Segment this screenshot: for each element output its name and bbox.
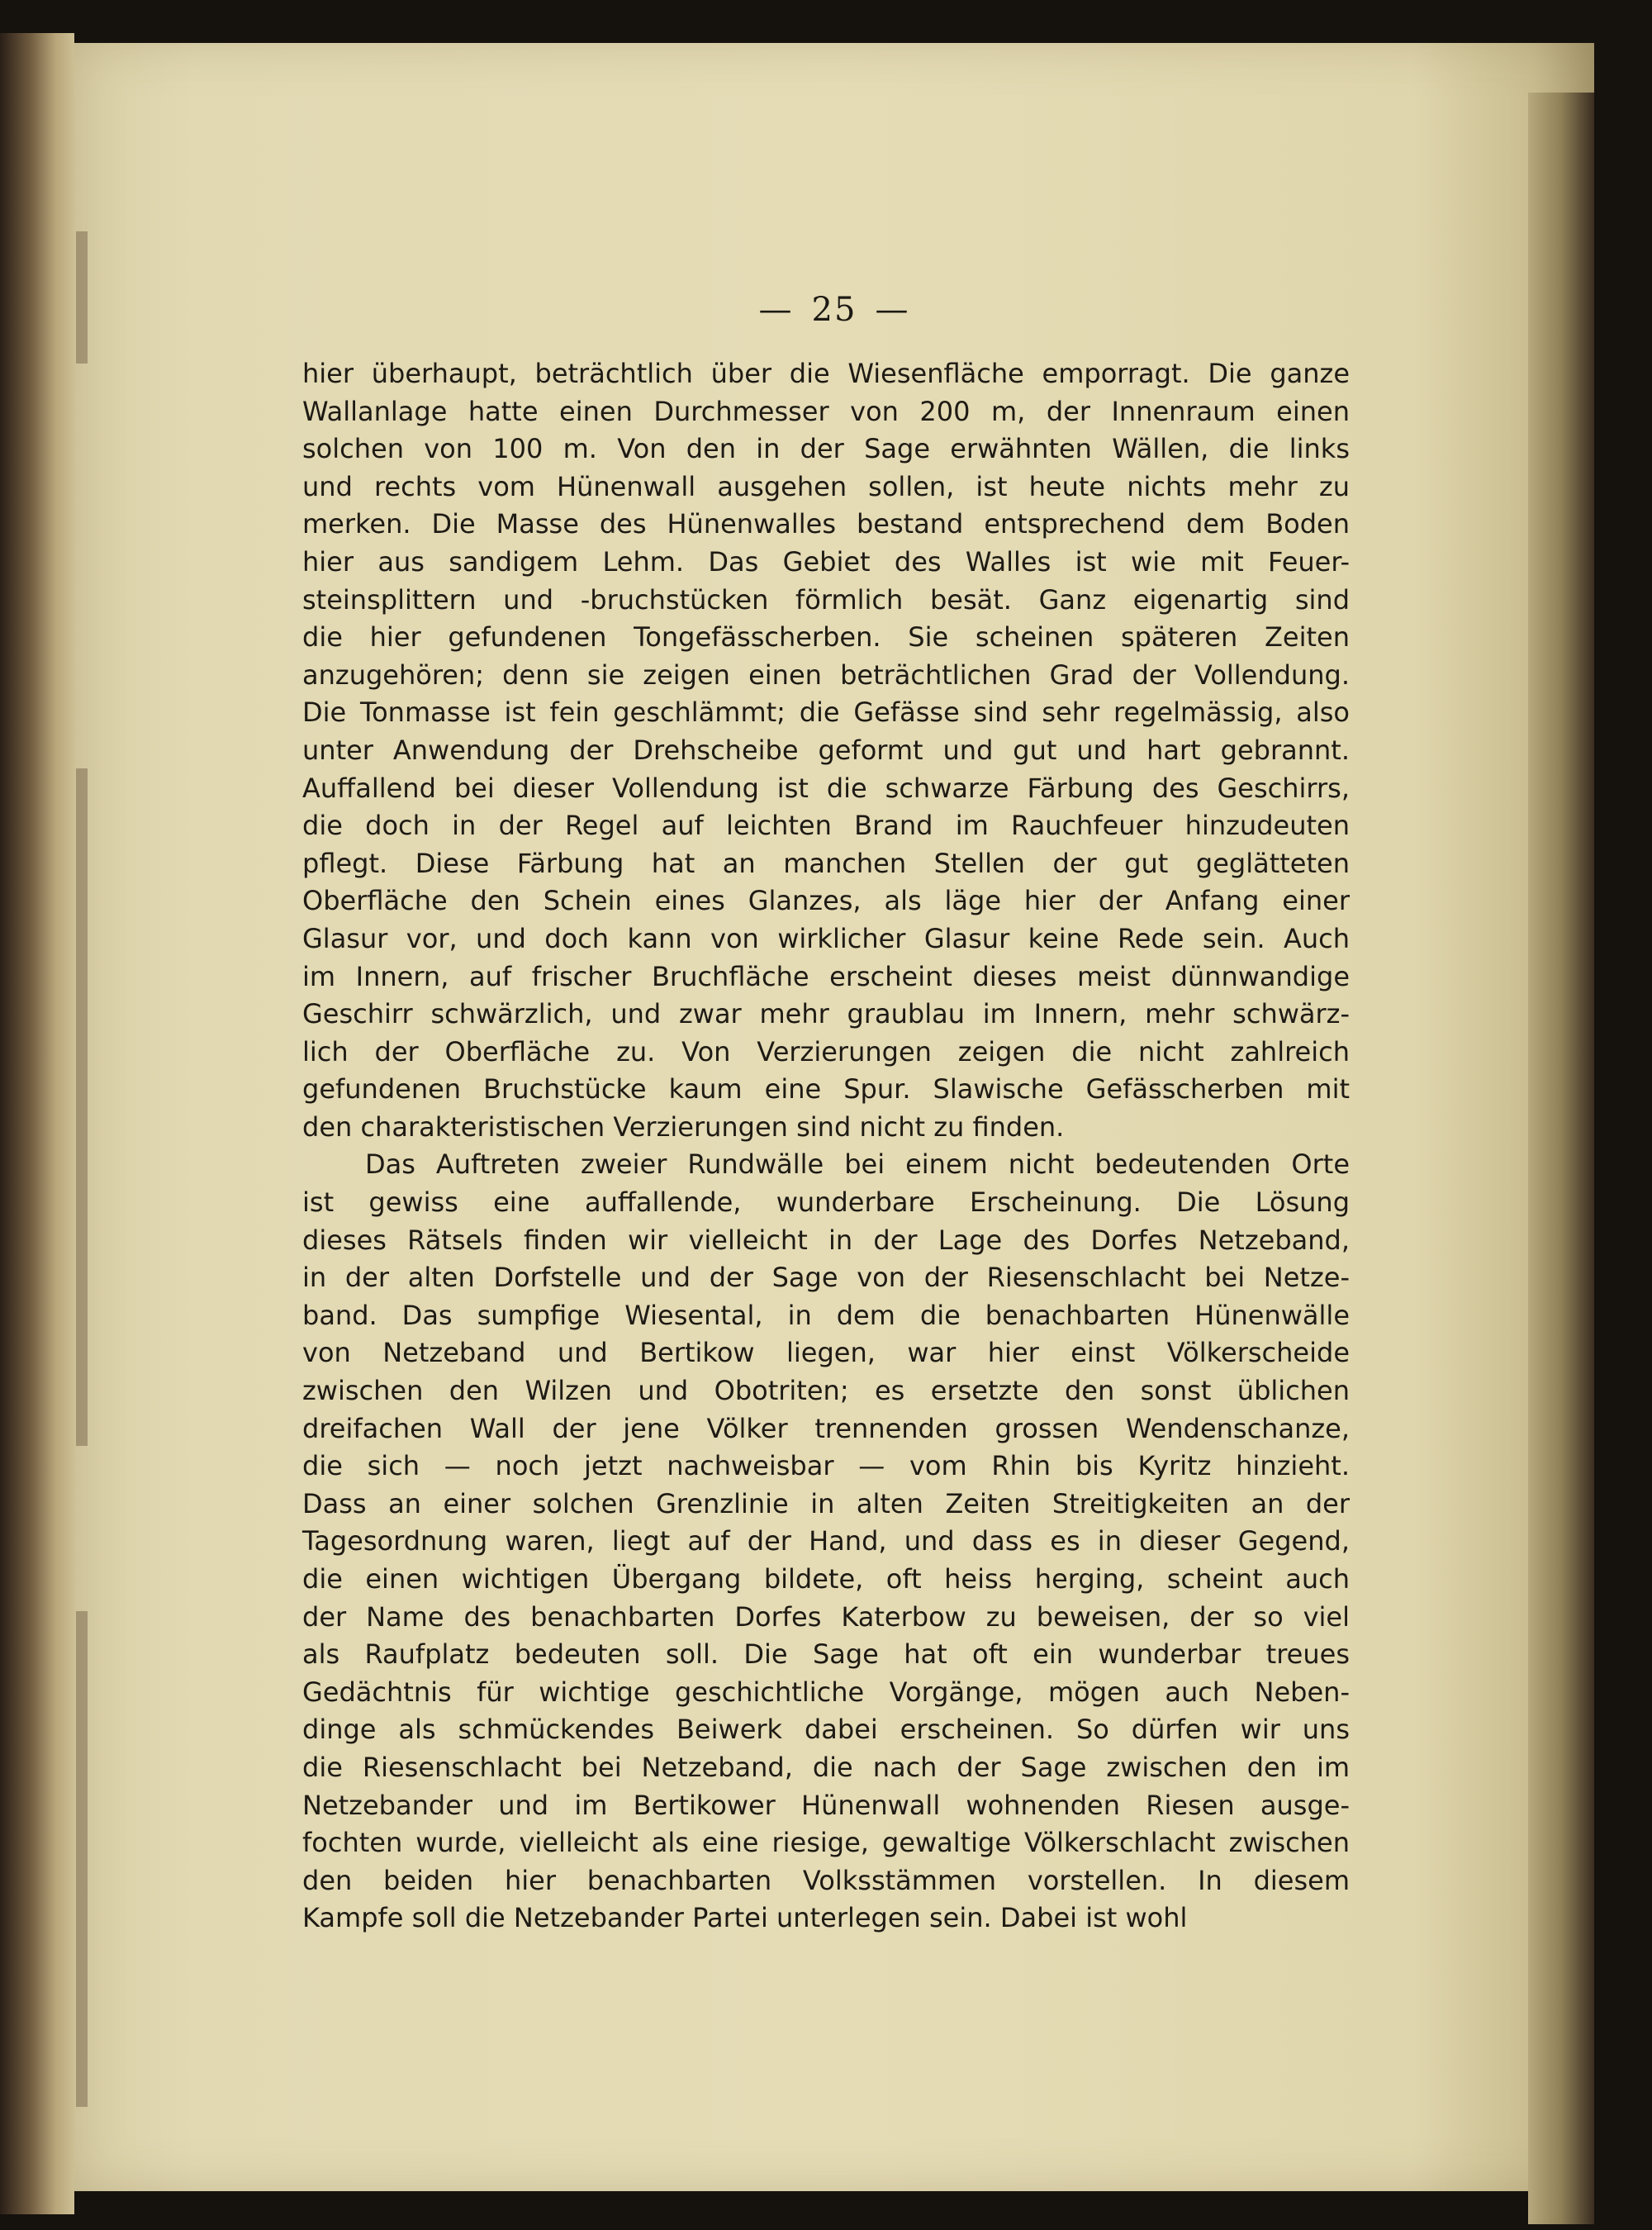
text-line: anzugehören; denn sie zeigen einen beträchtlichen Grad der Vollendung. — [302, 659, 1350, 691]
text-line: die doch in der Regel auf leichten Brand im Rauchfeuer hinzudeuten — [302, 810, 1350, 842]
text-line: dieses Rätsels finden wir vielleicht in der Lage des Dorfes Netzeband, — [302, 1224, 1350, 1256]
page-header — [74, 291, 1594, 329]
text-line: unter Anwendung der Drehscheibe geformt und gut und hart gebrannt. — [302, 734, 1350, 766]
text-line: den beiden hier benachbarten Volksstämmen vorstellen. In diesem — [302, 1864, 1350, 1896]
text-line: Kampfe soll die Netzebander Partei unterlegen sein. Dabei ist wohl — [302, 1902, 1188, 1934]
text-line: hier aus sandigem Lehm. Das Gebiet des Walles ist wie mit Feuer- — [302, 545, 1350, 578]
body-text — [302, 355, 1350, 1938]
text-line: dinge als schmückendes Beiwerk dabei erscheinen. So dürfen wir uns — [302, 1714, 1350, 1746]
text-line: hier überhaupt, beträchtlich über die Wiesenfläche emporragt. Die ganze — [302, 358, 1350, 389]
text-line: die sich — noch jetzt nachweisbar — vom Rhin bis Kyritz hinzieht. — [302, 1450, 1350, 1482]
text-line: den charakteristischen Verzierungen sind nicht zu finden. — [302, 1110, 1065, 1143]
header-dash-left: — — [758, 291, 794, 329]
text-line: steinsplittern und -bruchstücken förmlich besät. Ganz eigenartig sind — [302, 583, 1350, 616]
text-line: band. Das sumpfige Wiesental, in dem die benachbarten Hünenwälle — [302, 1299, 1350, 1331]
paragraph-2 — [302, 1146, 1350, 1937]
text-line: die hier gefundenen Tongefässcherben. Sie scheinen späteren Zeiten — [302, 621, 1350, 654]
text-line: lich der Oberfläche zu. Von Verzierungen zeigen die nicht zahlreich — [302, 1035, 1350, 1067]
text-line: Dass an einer solchen Grenzlinie in alten Zeiten Streitigkeiten an der — [302, 1487, 1350, 1519]
text-line: Oberfläche den Schein eines Glanzes, als läge hier der Anfang einer — [302, 885, 1350, 917]
text-line: fochten wurde, vielleicht als eine riesige, gewaltige Völkerschlacht zwischen — [302, 1827, 1350, 1859]
text-line: pflegt. Diese Färbung hat an manchen Stellen der gut geglätteten — [302, 847, 1350, 879]
header-dash-right: — — [875, 291, 910, 329]
page-edge-right — [1528, 93, 1594, 2224]
text-line: Gedächtnis für wichtige geschichtliche Vorgänge, mögen auch Neben- — [302, 1676, 1350, 1708]
text-line: im Innern, auf frischer Bruchfläche erscheint dieses meist dünnwandige — [302, 960, 1350, 992]
text-line: dreifachen Wall der jene Völker trennenden grossen Wendenschanze, — [302, 1412, 1350, 1444]
text-line: Netzebander und im Bertikower Hünenwall wohnenden Riesen ausge- — [302, 1789, 1350, 1821]
binding-mark — [76, 231, 88, 364]
binding-mark — [76, 768, 88, 1446]
text-line: zwischen den Wilzen und Obotriten; es ersetzte den sonst üblichen — [302, 1375, 1350, 1407]
text-line: merken. Die Masse des Hünenwalles bestand entsprechend dem Boden — [302, 508, 1350, 540]
text-line: Wallanlage hatte einen Durchmesser von 200 m, der Innenraum einen — [302, 395, 1350, 427]
text-line: Auffallend bei dieser Vollendung ist die schwarze Färbung des Geschirrs, — [302, 772, 1350, 804]
text-line: von Netzeband und Bertikow liegen, war hier einst Völkerscheide — [302, 1337, 1350, 1369]
binding-mark — [76, 1611, 88, 2107]
book-page — [74, 43, 1594, 2191]
text-line: und rechts vom Hünenwall ausgehen sollen, ist heute nichts mehr zu — [302, 470, 1350, 502]
text-line: Geschirr schwärzlich, und zwar mehr graublau im Innern, mehr schwärz- — [302, 998, 1350, 1030]
text-line: ist gewiss eine auffallende, wunderbare Erscheinung. Die Lösung — [302, 1186, 1350, 1219]
text-line: Das Auftreten zweier Rundwälle bei einem nicht bedeutenden Orte — [365, 1148, 1350, 1181]
text-line: in der alten Dorfstelle und der Sage von der Riesenschlacht bei Netze- — [302, 1262, 1350, 1294]
book-edge-left — [0, 33, 74, 2214]
text-line: gefundenen Bruchstücke kaum eine Spur. Slawische Gefässcherben mit — [302, 1073, 1350, 1105]
text-line: Glasur vor, und doch kann von wirklicher Glasur keine Rede sein. Auch — [302, 922, 1350, 954]
text-line: der Name des benachbarten Dorfes Katerbow zu beweisen, der so viel — [302, 1600, 1350, 1633]
text-line: Tagesordnung waren, liegt auf der Hand, und dass es in dieser Gegend, — [302, 1525, 1350, 1557]
text-line: solchen von 100 m. Von den in der Sage erwähnten Wällen, die links — [302, 433, 1350, 465]
page-number: 25 — [811, 291, 857, 329]
text-line: die einen wichtigen Übergang bildete, oft heiss herging, scheint auch — [302, 1563, 1350, 1595]
paragraph-1 — [302, 355, 1350, 1146]
text-line: als Raufplatz bedeuten soll. Die Sage hat oft ein wunderbar treues — [302, 1638, 1350, 1671]
text-line: die Riesenschlacht bei Netzeband, die nach der Sage zwischen den im — [302, 1751, 1350, 1783]
text-line: Die Tonmasse ist fein geschlämmt; die Gefässe sind sehr regelmässig, also — [302, 697, 1350, 729]
